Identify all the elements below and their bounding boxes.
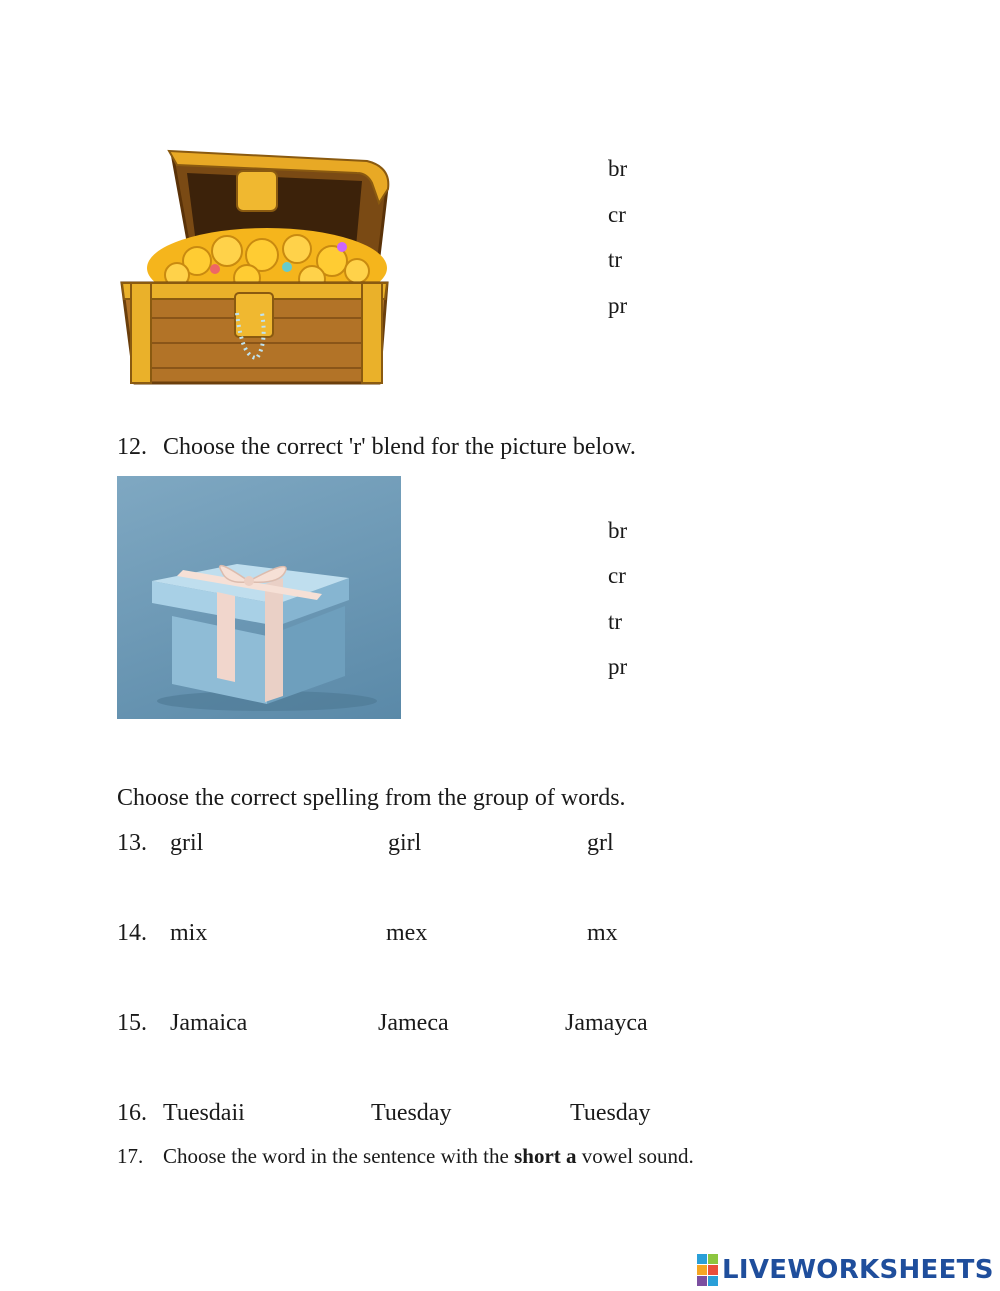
option-br[interactable]: br xyxy=(608,518,628,543)
choice-tuesdaii[interactable]: Tuesdaii xyxy=(163,1100,245,1126)
question-17-number: 17. xyxy=(117,1144,144,1168)
question-17-text-bold: short a xyxy=(514,1144,577,1168)
choice-grl[interactable]: grl xyxy=(587,830,614,856)
question-12-number: 12. xyxy=(117,434,147,460)
question-17-text-after: vowel sound. xyxy=(581,1144,694,1168)
liveworksheets-logo xyxy=(697,1253,994,1287)
option-cr[interactable]: cr xyxy=(608,563,626,588)
choice-tuesday-1[interactable]: Tuesday xyxy=(371,1100,452,1126)
question-13-number: 13. xyxy=(117,830,147,856)
option-cr[interactable]: cr xyxy=(608,202,626,227)
option-pr[interactable]: pr xyxy=(608,654,628,679)
logo-text: LIVEWORKSHEETS xyxy=(722,1255,994,1285)
treasure-chest-icon xyxy=(117,143,392,385)
question-17-text xyxy=(163,1146,694,1167)
question-15-number: 15. xyxy=(117,1010,147,1036)
question-14-number: 14. xyxy=(117,920,147,946)
choice-mex[interactable]: mex xyxy=(386,920,428,946)
logo-tiles-icon xyxy=(697,1254,718,1286)
option-tr[interactable]: tr xyxy=(608,247,623,272)
option-br[interactable]: br xyxy=(608,156,628,181)
treasure-chest-image xyxy=(117,143,392,385)
gift-box-image xyxy=(117,476,401,719)
option-pr[interactable]: pr xyxy=(608,293,628,318)
choice-jamayca[interactable]: Jamayca xyxy=(565,1010,648,1036)
choice-jameca[interactable]: Jameca xyxy=(378,1010,449,1036)
question-17-text-before: Choose the word in the sentence with the xyxy=(163,1144,509,1168)
option-tr[interactable]: tr xyxy=(608,609,623,634)
choice-jamaica[interactable]: Jamaica xyxy=(170,1010,248,1036)
question-16-number: 16. xyxy=(117,1100,147,1126)
gift-box-icon xyxy=(117,476,401,719)
choice-girl[interactable]: girl xyxy=(388,830,422,856)
choice-gril[interactable]: gril xyxy=(170,830,204,856)
choice-tuesday-2[interactable]: Tuesday xyxy=(570,1100,651,1126)
question-12-text: Choose the correct 'r' blend for the picture below. xyxy=(163,434,636,460)
spelling-heading: Choose the correct spelling from the group of words. xyxy=(117,785,626,811)
choice-mx[interactable]: mx xyxy=(587,920,618,946)
choice-mix[interactable]: mix xyxy=(170,920,208,946)
